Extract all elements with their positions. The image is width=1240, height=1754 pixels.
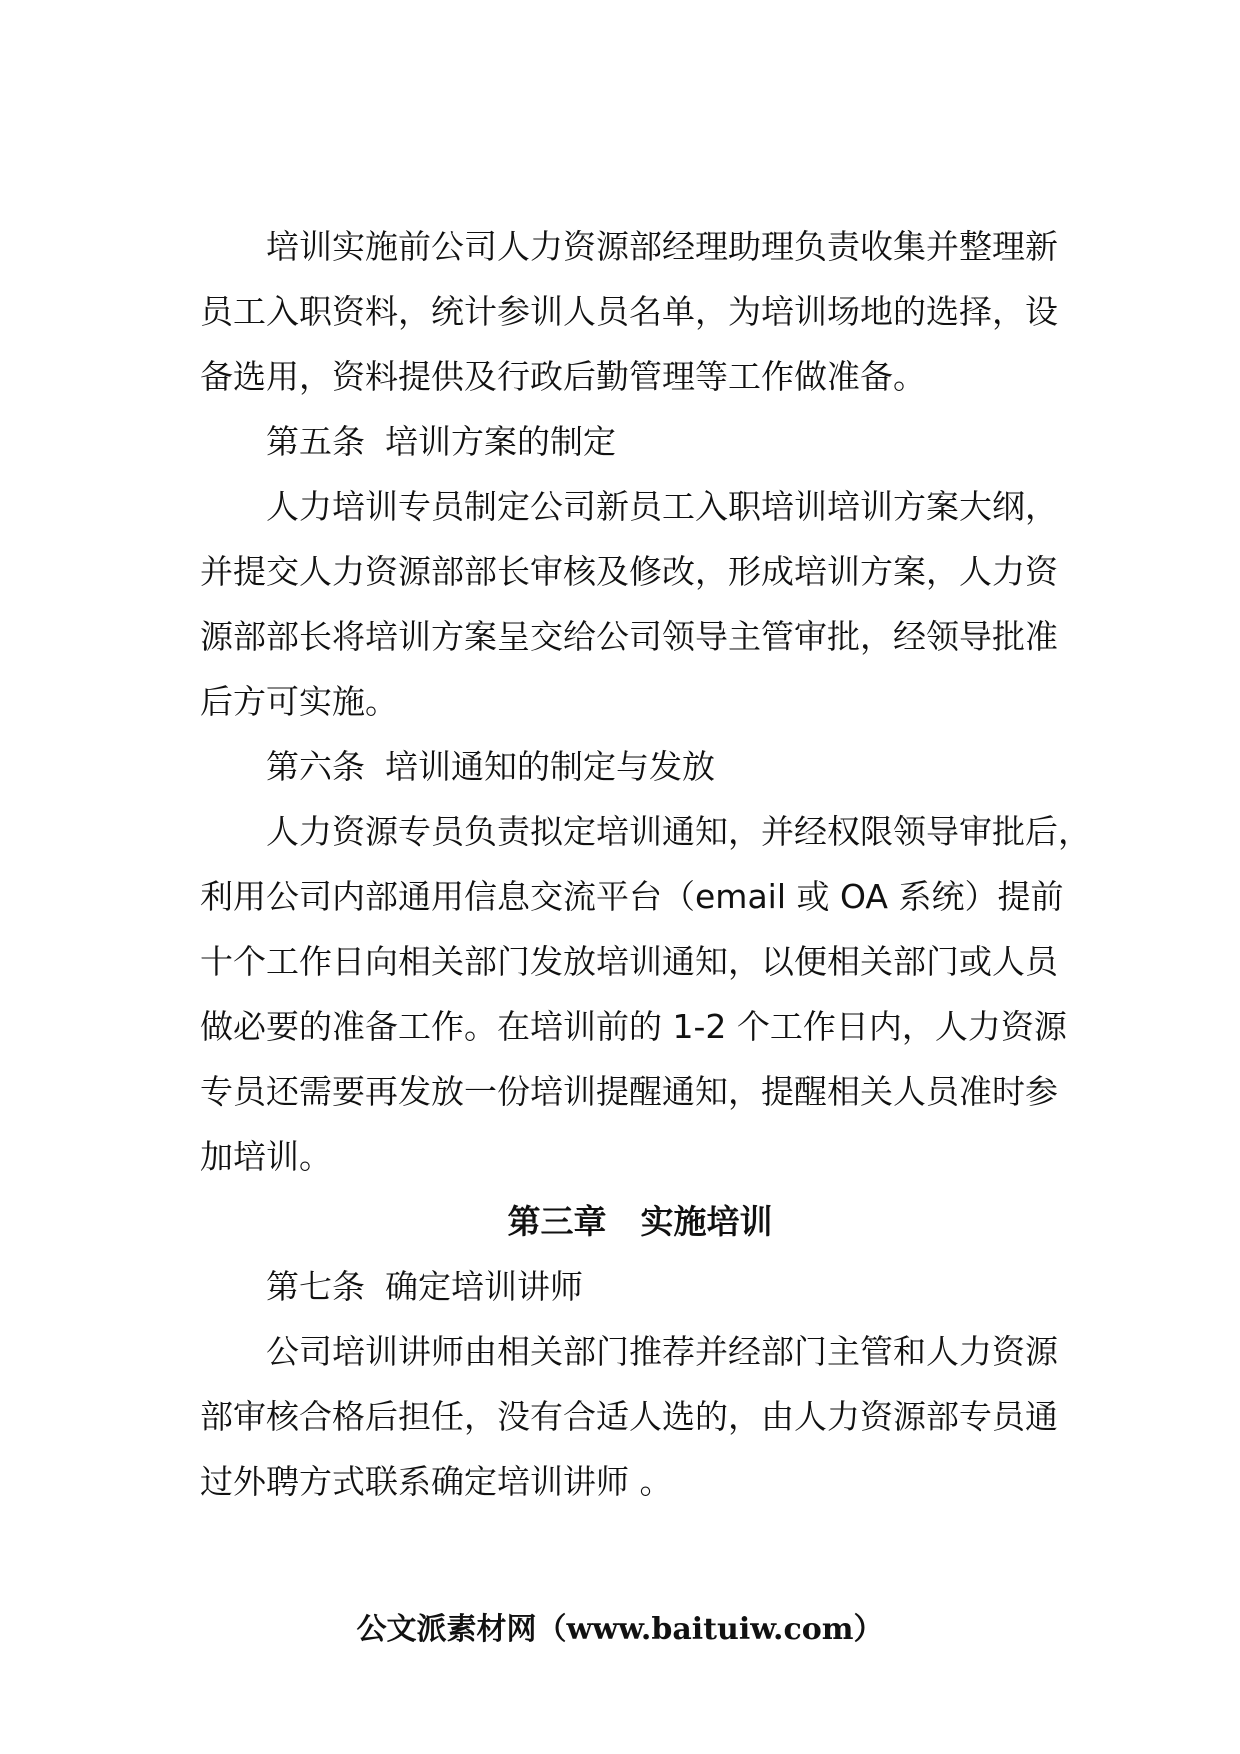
paragraph-line: 专员还需要再发放一份培训提醒通知，提醒相关人员准时参 [200,1072,1058,1111]
chapter-title: 实施培训 [640,1202,773,1241]
paragraph-line: 培训实施前公司人力资源部经理助理负责收集并整理新 [266,227,1058,266]
paragraph-line: 备选用，资料提供及行政后勤管理等工作做准备。 [200,357,926,396]
article-number: 第七条 [266,1267,365,1306]
article-title: 培训方案的制定 [385,422,616,461]
article-5-body [200,474,1080,734]
paragraph-line: 利用公司内部通用信息交流平台（email 或 OA 系统）提前 [200,877,1064,916]
article-5-heading [200,409,1080,474]
paragraph-line: 后方可实施。 [200,682,398,721]
paragraph-line: 部审核合格后担任，没有合适人选的，由人力资源部专员通 [200,1397,1058,1436]
footer-watermark-text: 公文派素材网（www.baituiw.com） [356,1612,884,1647]
article-title: 培训通知的制定与发放 [385,747,715,786]
article-number: 第六条 [266,747,365,786]
article-7-heading [200,1254,1080,1319]
paragraph-line: 员工入职资料，统计参训人员名单，为培训场地的选择，设 [200,292,1058,331]
article-6-body [200,799,1091,1189]
paragraph-line: 做必要的准备工作。在培训前的 1-2 个工作日内，人力资源 [200,1007,1067,1046]
paragraph-line: 并提交人力资源部部长审核及修改，形成培训方案，人力资 [200,552,1058,591]
paragraph-line: 人力资源专员负责拟定培训通知，并经权限领导审批后， [266,812,1091,851]
article-number: 第五条 [266,422,365,461]
article-7-body [200,1319,1080,1514]
paragraph-line: 源部部长将培训方案呈交给公司领导主管审批，经领导批准 [200,617,1058,656]
paragraph-line: 人力培训专员制定公司新员工入职培训培训方案大纲， [266,487,1058,526]
document-body [200,214,1091,1514]
chapter-3-heading [200,1189,1080,1254]
article-title: 确定培训讲师 [385,1267,583,1306]
article-6-heading [200,734,1080,799]
paragraph-line: 十个工作日向相关部门发放培训通知，以便相关部门或人员 [200,942,1058,981]
paragraph-preparation [200,214,1080,409]
paragraph-line: 过外聘方式联系确定培训讲师 。 [200,1462,673,1501]
chapter-number: 第三章 [507,1202,607,1241]
paragraph-line: 公司培训讲师由相关部门推荐并经部门主管和人力资源 [266,1332,1058,1371]
paragraph-line: 加培训。 [200,1137,332,1176]
